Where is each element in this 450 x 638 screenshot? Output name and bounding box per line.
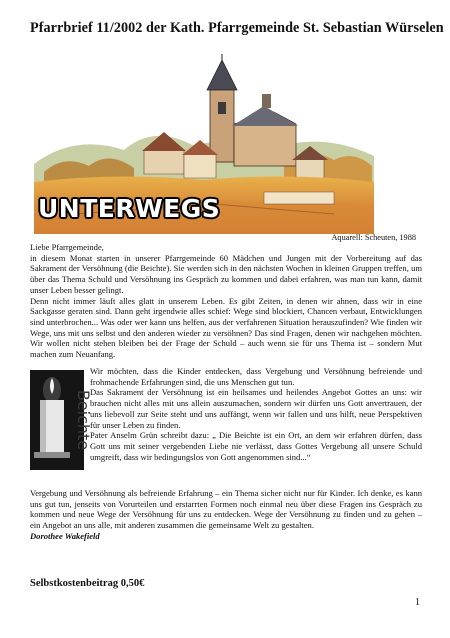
paragraph-5: Pater Anselm Grün schreibt dazu: „ Die Beichte ist ein Ort, an dem wir erfahren dürfen, dass Gott uns mit seiner vergebenden Liebe nie verlässt, dass Gottes Vergebung all unsere Schuld umgreift, dass wir bedingungslos von Gott angenommen sind...“ — [90, 430, 422, 462]
paragraph-3: Wir möchten, dass die Kinder entdecken, dass Vergebung und Versöhnung befreiende und frohmachende Erfahrungen sind, die uns Menschen gut tun. — [90, 366, 422, 387]
page-title: Pfarrbrief 11/2002 der Kath. Pfarrgemeinde St. Sebastian Würselen — [30, 20, 444, 36]
price-label: Selbstkostenbeitrag 0,50€ — [30, 578, 145, 589]
letter-middle — [90, 366, 422, 462]
candle-icon — [30, 370, 93, 470]
signature: Dorothee Wakefield — [30, 530, 100, 541]
paragraph-2: Denn nicht immer läuft alles glatt in unserem Leben. Es gibt Zeiten, in denen wir ahnen, dass wir in eine Sackgasse geraten sind. Dann geht irgendwie alles schief: Wege sind blockiert, Chancen verbaut, Entwicklungen sind unterbrochen... Was oder wer kann uns helfen, aus der verfahrenen Situation herauszufinden? Wie finden wir Wege, uns mit uns selbst und den anderen wieder zu versöhnen? Das sind Fragen, denen wir nachgehen möchten. Wir wollen nicht stehen bleiben bei der Frage der Schuld – auch wenn sie für uns Thema ist – sondern Mut machen zum Neuanfang. — [30, 295, 422, 360]
side-image-caption: Beichte — [74, 389, 93, 451]
paragraph-6: Vergebung und Versöhnung als befreiende Erfahrung – ein Thema sicher nicht nur für Kinder. Ich denke, es kann uns gut tun, jenseits von Vorurteilen und erstarrten Formen noch einmal neu über diese Fragen ins Gespräch zu kommen und neue Wege der Versöhnung für uns zu entdecken. Wege der Versöhnung zu finden und zu gehen – ein Angebot an uns alle, mit anderen zusammen die gemeinsame Welt zu gestalten. — [30, 488, 422, 531]
page-number: 1 — [415, 597, 420, 608]
greeting: Liebe Pfarrgemeinde, — [30, 242, 104, 252]
letter-intro — [30, 242, 422, 360]
candle-photo — [30, 370, 93, 470]
illustration-title: UNTERWEGS — [38, 194, 221, 223]
paragraph-4: Das Sakrament der Versöhnung ist ein heilsames und heilendes Angebot Gottes an uns: wir brauchen nicht alles mit uns allein auszumachen, sondern wir dürfen uns Gott anvertrauen, der uns liebevoll zur Seite steht und uns auffängt, wenn wir fallen und uns hilft, neue Perspektiven für unser Leben zu finden. — [90, 387, 422, 430]
letter-closing — [30, 488, 422, 542]
illustration-credit: Aquarell: Scheuten, 1988 — [331, 233, 416, 242]
paragraph-1: in diesem Monat starten in unserer Pfarrgemeinde 60 Mädchen und Jungen mit der Vorbereitung auf das Sakrament der Versöhnung (die Beichte). Sie werden sich in den nächsten Wochen in kleinen Gruppen treffen, um über das Thema Schuld und Versöhnung ins Gespräch zu kommen und dabei erfahren, was man tun kann, damit unser Leben besser gelingt. — [30, 252, 422, 295]
